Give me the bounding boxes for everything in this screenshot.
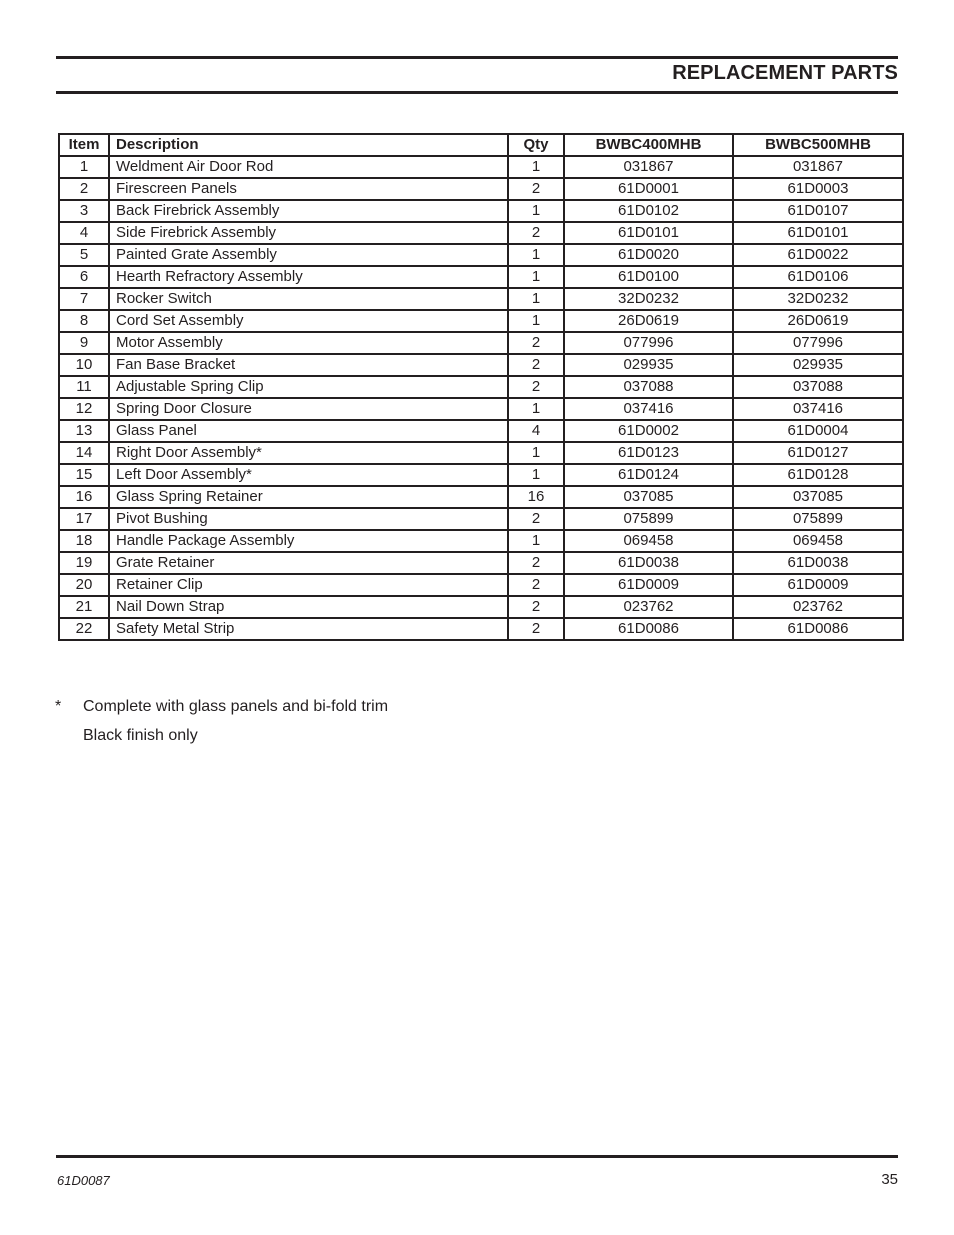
item-cell: 2: [59, 178, 109, 200]
bwbc400mhb-cell: 61D0001: [564, 178, 733, 200]
bwbc500mhb-cell: 037088: [733, 376, 903, 398]
bwbc500mhb-cell: 61D0128: [733, 464, 903, 486]
qty-cell: 1: [508, 244, 564, 266]
bwbc500mhb-cell: 61D0101: [733, 222, 903, 244]
description-cell: Fan Base Bracket: [109, 354, 508, 376]
qty-cell: 2: [508, 332, 564, 354]
item-cell: 7: [59, 288, 109, 310]
footer-rule: [56, 1155, 898, 1158]
item-cell: 19: [59, 552, 109, 574]
table-row: [59, 530, 903, 552]
column-header-bwbc500mhb: BWBC500MHB: [733, 134, 903, 156]
bwbc500mhb-cell: 069458: [733, 530, 903, 552]
description-cell: Grate Retainer: [109, 552, 508, 574]
replacement-parts-table: [58, 133, 904, 641]
item-cell: 15: [59, 464, 109, 486]
description-cell: Left Door Assembly*: [109, 464, 508, 486]
description-cell: Motor Assembly: [109, 332, 508, 354]
bwbc500mhb-cell: 61D0003: [733, 178, 903, 200]
qty-cell: 1: [508, 156, 564, 178]
column-header-qty: Qty: [508, 134, 564, 156]
bwbc500mhb-cell: 61D0086: [733, 618, 903, 640]
document-number: 61D0087: [57, 1173, 110, 1188]
qty-cell: 2: [508, 508, 564, 530]
bwbc500mhb-cell: 61D0004: [733, 420, 903, 442]
item-cell: 8: [59, 310, 109, 332]
description-cell: Cord Set Assembly: [109, 310, 508, 332]
table-row: [59, 618, 903, 640]
table-row: [59, 574, 903, 596]
page-number: 35: [881, 1171, 898, 1188]
description-cell: Retainer Clip: [109, 574, 508, 596]
item-cell: 22: [59, 618, 109, 640]
description-cell: Rocker Switch: [109, 288, 508, 310]
item-cell: 11: [59, 376, 109, 398]
footnote-asterisk: *: [55, 698, 62, 715]
table-row: [59, 420, 903, 442]
bwbc500mhb-cell: 26D0619: [733, 310, 903, 332]
table-row: [59, 310, 903, 332]
qty-cell: 2: [508, 178, 564, 200]
bwbc400mhb-cell: 075899: [564, 508, 733, 530]
column-header-bwbc400mhb: BWBC400MHB: [564, 134, 733, 156]
bwbc400mhb-cell: 61D0009: [564, 574, 733, 596]
bwbc500mhb-cell: 32D0232: [733, 288, 903, 310]
description-cell: Adjustable Spring Clip: [109, 376, 508, 398]
table-row: [59, 332, 903, 354]
description-cell: Glass Spring Retainer: [109, 486, 508, 508]
qty-cell: 1: [508, 200, 564, 222]
table-row: [59, 156, 903, 178]
table-row: [59, 442, 903, 464]
bwbc500mhb-cell: 61D0127: [733, 442, 903, 464]
item-cell: 4: [59, 222, 109, 244]
description-cell: Handle Package Assembly: [109, 530, 508, 552]
bwbc500mhb-cell: 037085: [733, 486, 903, 508]
item-cell: 14: [59, 442, 109, 464]
bwbc400mhb-cell: 037085: [564, 486, 733, 508]
description-cell: Nail Down Strap: [109, 596, 508, 618]
bwbc400mhb-cell: 077996: [564, 332, 733, 354]
qty-cell: 1: [508, 288, 564, 310]
bwbc400mhb-cell: 61D0100: [564, 266, 733, 288]
item-cell: 20: [59, 574, 109, 596]
qty-cell: 2: [508, 552, 564, 574]
table-row: [59, 354, 903, 376]
qty-cell: 2: [508, 376, 564, 398]
description-cell: Pivot Bushing: [109, 508, 508, 530]
bwbc400mhb-cell: 61D0086: [564, 618, 733, 640]
item-cell: 9: [59, 332, 109, 354]
item-cell: 12: [59, 398, 109, 420]
item-cell: 10: [59, 354, 109, 376]
description-cell: Safety Metal Strip: [109, 618, 508, 640]
table-body: [59, 156, 903, 640]
qty-cell: 4: [508, 420, 564, 442]
bwbc400mhb-cell: 61D0102: [564, 200, 733, 222]
item-cell: 13: [59, 420, 109, 442]
qty-cell: 1: [508, 464, 564, 486]
description-cell: Hearth Refractory Assembly: [109, 266, 508, 288]
qty-cell: 1: [508, 398, 564, 420]
qty-cell: 2: [508, 618, 564, 640]
bwbc400mhb-cell: 031867: [564, 156, 733, 178]
bwbc500mhb-cell: 037416: [733, 398, 903, 420]
bwbc400mhb-cell: 61D0124: [564, 464, 733, 486]
bwbc400mhb-cell: 26D0619: [564, 310, 733, 332]
description-cell: Spring Door Closure: [109, 398, 508, 420]
item-cell: 5: [59, 244, 109, 266]
table-row: [59, 266, 903, 288]
bwbc500mhb-cell: 61D0107: [733, 200, 903, 222]
item-cell: 18: [59, 530, 109, 552]
bwbc400mhb-cell: 61D0101: [564, 222, 733, 244]
table-row: [59, 464, 903, 486]
bwbc500mhb-cell: 61D0038: [733, 552, 903, 574]
bwbc500mhb-cell: 61D0022: [733, 244, 903, 266]
footnote-line-2: Black finish only: [83, 727, 198, 744]
table-row: [59, 200, 903, 222]
table-row: [59, 178, 903, 200]
description-cell: Painted Grate Assembly: [109, 244, 508, 266]
item-cell: 6: [59, 266, 109, 288]
bwbc400mhb-cell: 037416: [564, 398, 733, 420]
description-cell: Back Firebrick Assembly: [109, 200, 508, 222]
description-cell: Firescreen Panels: [109, 178, 508, 200]
bwbc400mhb-cell: 61D0038: [564, 552, 733, 574]
bwbc500mhb-cell: 029935: [733, 354, 903, 376]
description-cell: Right Door Assembly*: [109, 442, 508, 464]
qty-cell: 2: [508, 222, 564, 244]
bwbc400mhb-cell: 069458: [564, 530, 733, 552]
bwbc400mhb-cell: 61D0020: [564, 244, 733, 266]
qty-cell: 1: [508, 530, 564, 552]
footnote-line-1: Complete with glass panels and bi-fold trim: [83, 698, 389, 715]
header-top-rule: [56, 56, 898, 59]
item-cell: 16: [59, 486, 109, 508]
qty-cell: 2: [508, 574, 564, 596]
table-row: [59, 398, 903, 420]
bwbc400mhb-cell: 61D0123: [564, 442, 733, 464]
bwbc400mhb-cell: 61D0002: [564, 420, 733, 442]
qty-cell: 1: [508, 310, 564, 332]
item-cell: 17: [59, 508, 109, 530]
qty-cell: 2: [508, 354, 564, 376]
item-cell: 1: [59, 156, 109, 178]
page-title: REPLACEMENT PARTS: [672, 62, 898, 84]
bwbc400mhb-cell: 32D0232: [564, 288, 733, 310]
bwbc500mhb-cell: 075899: [733, 508, 903, 530]
table-row: [59, 596, 903, 618]
bwbc400mhb-cell: 037088: [564, 376, 733, 398]
table-row: [59, 486, 903, 508]
qty-cell: 1: [508, 442, 564, 464]
table-header-row: [59, 134, 903, 156]
qty-cell: 1: [508, 266, 564, 288]
bwbc500mhb-cell: 61D0106: [733, 266, 903, 288]
table-row: [59, 222, 903, 244]
item-cell: 3: [59, 200, 109, 222]
bwbc500mhb-cell: 61D0009: [733, 574, 903, 596]
item-cell: 21: [59, 596, 109, 618]
bwbc500mhb-cell: 077996: [733, 332, 903, 354]
description-cell: Glass Panel: [109, 420, 508, 442]
table-row: [59, 376, 903, 398]
qty-cell: 16: [508, 486, 564, 508]
column-header-item: Item: [59, 134, 109, 156]
table-row: [59, 552, 903, 574]
bwbc400mhb-cell: 029935: [564, 354, 733, 376]
header-bottom-rule: [56, 91, 898, 94]
column-header-description: Description: [109, 134, 508, 156]
description-cell: Weldment Air Door Rod: [109, 156, 508, 178]
bwbc500mhb-cell: 023762: [733, 596, 903, 618]
bwbc500mhb-cell: 031867: [733, 156, 903, 178]
table-row: [59, 508, 903, 530]
table-row: [59, 244, 903, 266]
table-row: [59, 288, 903, 310]
bwbc400mhb-cell: 023762: [564, 596, 733, 618]
description-cell: Side Firebrick Assembly: [109, 222, 508, 244]
qty-cell: 2: [508, 596, 564, 618]
